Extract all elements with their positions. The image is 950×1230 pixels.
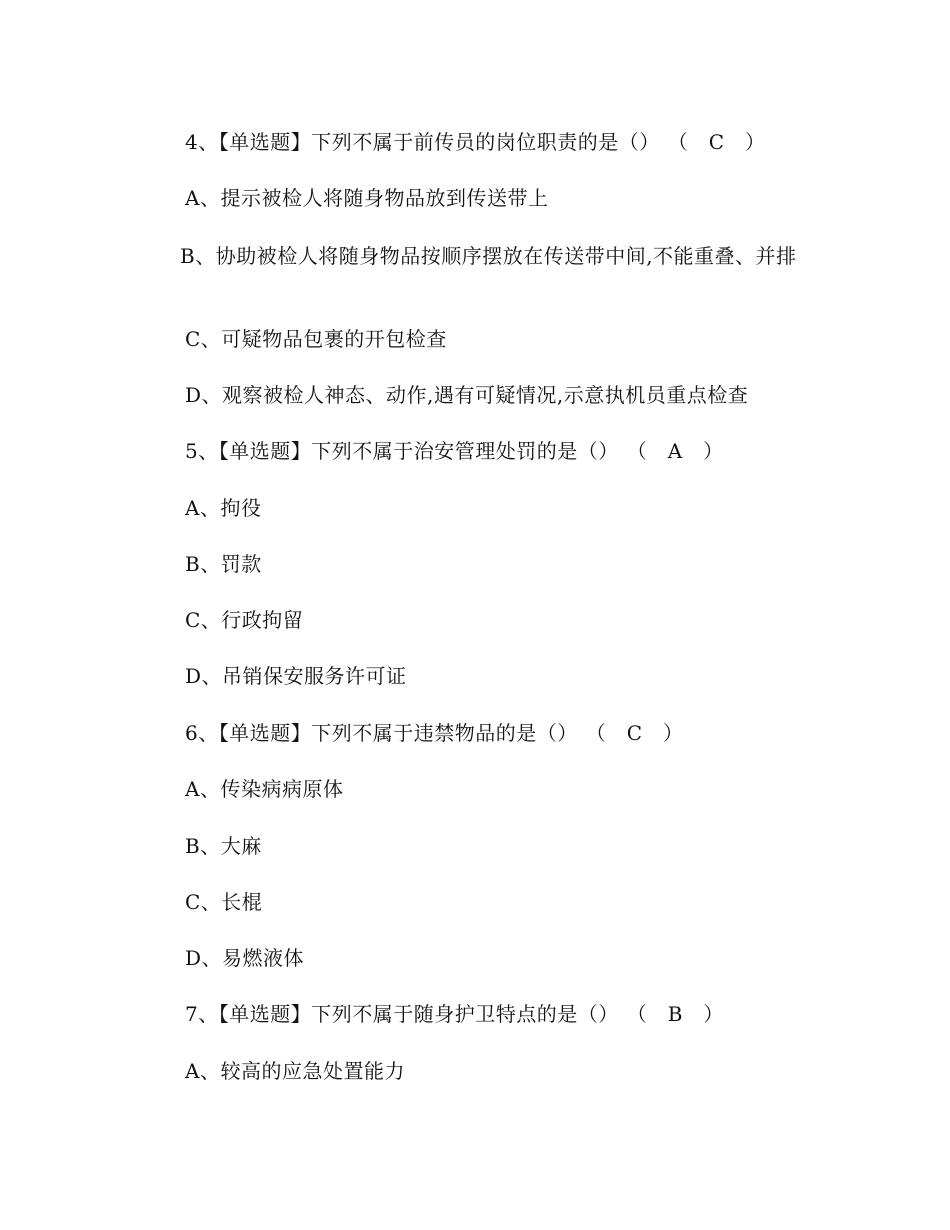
q4-option-a: A、提示被检人将随身物品放到传送带上 bbox=[185, 186, 549, 210]
question-text: 4、【单选题】下列不属于前传员的岗位职责的是（） bbox=[185, 130, 660, 154]
question-text: 5、【单选题】下列不属于治安管理处罚的是（） bbox=[185, 439, 619, 463]
question-answer: （ C ） bbox=[667, 130, 766, 154]
question-4 bbox=[185, 128, 825, 156]
q6-option-a: A、传染病病原体 bbox=[185, 777, 344, 801]
question-7 bbox=[185, 1000, 825, 1028]
q6-option-b: B、大麻 bbox=[185, 834, 262, 858]
q5-option-a: A、拘役 bbox=[185, 496, 262, 520]
question-6 bbox=[185, 719, 825, 747]
q5-option-c: C、行政拘留 bbox=[185, 608, 304, 632]
q6-option-d: D、易燃液体 bbox=[185, 946, 305, 970]
question-answer: （ B ） bbox=[626, 1002, 724, 1026]
q5-option-d: D、吊销保安服务许可证 bbox=[185, 664, 407, 688]
q5-option-b: B、罚款 bbox=[185, 552, 262, 576]
q4-option-d: D、观察被检人神态、动作,遇有可疑情况,示意执机员重点检查 bbox=[185, 383, 749, 407]
question-answer: （ A ） bbox=[626, 439, 724, 463]
q4-option-b: B、协助被检人将随身物品按顺序摆放在传送带中间,不能重叠、并排 bbox=[180, 244, 797, 268]
question-5 bbox=[185, 437, 825, 465]
q6-option-c: C、长棍 bbox=[185, 890, 263, 914]
q7-option-a: A、较高的应急处置能力 bbox=[185, 1059, 405, 1083]
question-answer: （ C ） bbox=[585, 721, 684, 745]
q4-option-c: C、可疑物品包裹的开包检查 bbox=[185, 327, 447, 351]
question-text: 6、【单选题】下列不属于违禁物品的是（） bbox=[185, 721, 578, 745]
question-text: 7、【单选题】下列不属于随身护卫特点的是（） bbox=[185, 1002, 619, 1026]
